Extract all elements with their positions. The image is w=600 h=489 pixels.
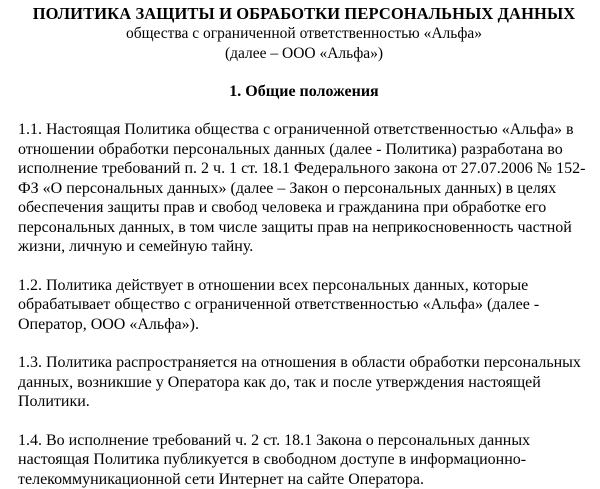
paragraph-line: 1.1. Настоящая Политика общества с ограниченной ответственностью «Альфа» в <box>18 120 590 140</box>
paragraph-line: ФЗ «О персональных данных» (далее – Закон о персональных данных) в целях <box>18 179 590 199</box>
paragraph-line: Политики. <box>18 392 590 412</box>
paragraph-line: 1.4. Во исполнение требований ч. 2 ст. 18.1 Закона о персональных данных <box>18 431 590 451</box>
paragraph-1-1 <box>18 120 590 257</box>
paragraph-line: отношении обработки персональных данных (далее - Политика) разработана во <box>18 140 590 160</box>
section-heading: 1. Общие положения <box>18 82 590 102</box>
paragraph-line: 1.2. Политика действует в отношении всех персональных данных, которые <box>18 276 590 296</box>
document-title: ПОЛИТИКА ЗАЩИТЫ И ОБРАБОТКИ ПЕРСОНАЛЬНЫХ ДАННЫХ <box>18 4 590 24</box>
document-subtitle-company: общества с ограниченной ответственностью «Альфа» <box>18 24 590 44</box>
document-subtitle-abbreviation: (далее – ООО «Альфа») <box>18 44 590 64</box>
paragraph-1-2 <box>18 276 590 335</box>
paragraph-line: 1.3. Политика распространяется на отношения в области обработки персональных <box>18 353 590 373</box>
title-block <box>18 4 590 64</box>
paragraph-line: обрабатывает общество с ограниченной ответственностью «Альфа» (далее - <box>18 295 590 315</box>
paragraph-line: обеспечения защиты прав и свобод человека и гражданина при обработке его <box>18 198 590 218</box>
paragraph-1-3 <box>18 353 590 412</box>
paragraph-line: настоящая Политика публикуется в свободном доступе в информационно- <box>18 450 590 470</box>
paragraph-line: данных, возникшие у Оператора как до, так и после утверждения настоящей <box>18 373 590 393</box>
paragraph-line: персональных данных, в том числе защиты прав на неприкосновенность частной <box>18 218 590 238</box>
paragraph-line: Оператор, ООО «Альфа»). <box>18 315 590 335</box>
paragraph-1-4 <box>18 431 590 489</box>
paragraph-line: телекоммуникационной сети Интернет на сайте Оператора. <box>18 470 590 489</box>
paragraph-line: жизни, личную и семейную тайну. <box>18 237 590 257</box>
paragraph-line: исполнение требований п. 2 ч. 1 ст. 18.1 Федерального закона от 27.07.2006 № 152- <box>18 159 590 179</box>
